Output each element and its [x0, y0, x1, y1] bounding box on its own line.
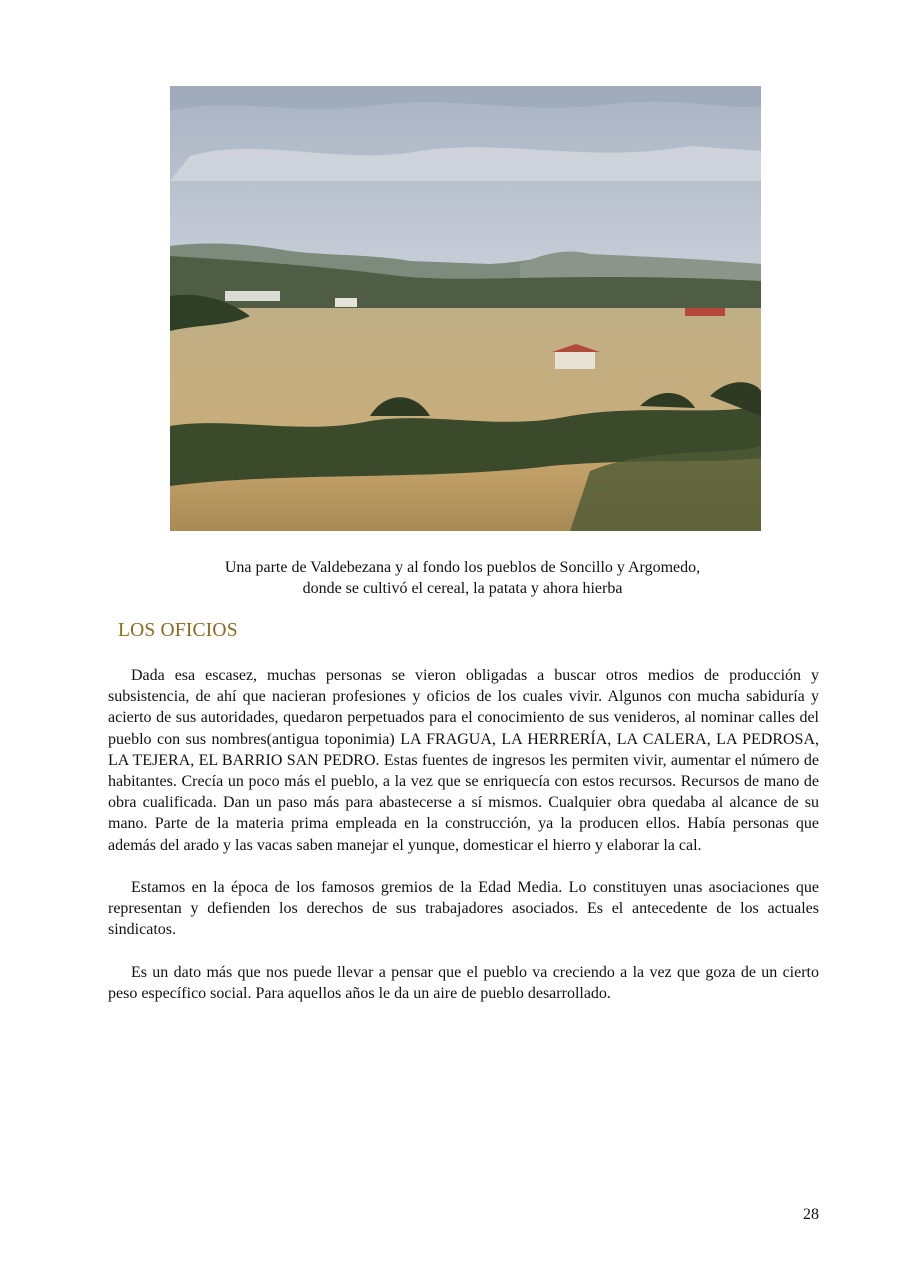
section-body: [108, 665, 819, 1025]
paragraph: Es un dato más que nos puede llevar a pensar que el pueblo va creciendo a la vez que goza de un cierto peso específico social. Para aquellos años le da un aire de pueblo desarrollado.: [108, 963, 819, 1003]
figure-caption: [120, 557, 805, 599]
section-heading: LOS OFICIOS: [118, 620, 238, 641]
caption-line: donde se cultivó el cereal, la patata y ahora hierba: [302, 580, 623, 597]
paragraph: Dada esa escasez, muchas personas se vieron obligadas a buscar otros medios de producción y subsistencia, de ahí que nacieran profesiones y oficios de los cuales vivir. Algunos con mucha sabiduría y acierto de sus autoridades, quedaron perpetuados para el conocimiento de sus venideros, al nominar calles del pueblo con sus nombres(antigua toponimia) LA FRAGUA, LA HERRERÍA, LA CALERA, LA PEDROSA, LA TEJERA, EL BARRIO SAN PEDRO. Estas fuentes de ingresos les permiten vivir, aumentar el número de habitantes. Crecía un poco más el pueblo, a la vez que se enriquecía con estos recursos. Recursos de mano de obra cualificada. Dan un paso más para abastecerse a sí mismos. Cualquier obra quedaba al alcance de su mano. Parte de la materia prima empleada en la construcción, ya la producen ellos. Había personas que además del arado y las vacas saben manejar el yunque, domesticar el hierro y elaborar la cal.: [108, 667, 819, 854]
landscape-photo: [170, 86, 761, 531]
caption-line: Una parte de Valdebezana y al fondo los pueblos de Soncillo y Argomedo,: [224, 559, 701, 576]
paragraph: Estamos en la época de los famosos gremios de la Edad Media. Lo constituyen unas asociaciones que representan y defienden los derechos de sus trabajadores asociados. Es el antecedente de los actuales sindicatos.: [108, 879, 819, 939]
page-number: 28: [803, 1206, 819, 1223]
